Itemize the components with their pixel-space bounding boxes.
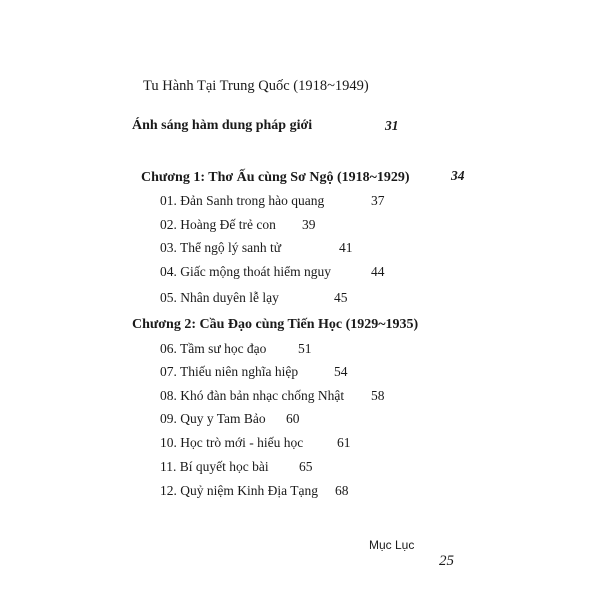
- toc-entry-label: 01. Đản Sanh trong hào quang: [160, 193, 325, 208]
- toc-entry-page: 51: [298, 341, 312, 356]
- toc-entry-label: 09. Quy y Tam Bảo: [160, 411, 266, 426]
- toc-entry-page: 39: [302, 217, 316, 232]
- toc-entry-page: 61: [337, 435, 351, 450]
- page-number: 25: [439, 553, 454, 569]
- toc-entry-page: 60: [286, 411, 300, 426]
- toc-entry-label: 10. Học trò mới - hiếu học: [160, 435, 304, 450]
- toc-entry-label: 07. Thiếu niên nghĩa hiệp: [160, 364, 299, 379]
- toc-entry-label: 11. Bí quyết học bài: [160, 459, 269, 474]
- intro-page-number: 31: [385, 118, 399, 133]
- footer-label: Mục Lục: [369, 538, 415, 552]
- chapter-1-page-number: 34: [451, 168, 465, 183]
- toc-entry-label: 02. Hoàng Đế trẻ con: [160, 217, 276, 232]
- toc-entry-page: 41: [339, 240, 353, 255]
- toc-entry-label: 06. Tầm sư học đạo: [160, 341, 267, 356]
- toc-entry-label: 05. Nhân duyên lễ lạy: [160, 290, 279, 305]
- toc-entry-label: 04. Giấc mộng thoát hiểm nguy: [160, 264, 331, 279]
- toc-entry-page: 44: [371, 264, 385, 279]
- toc-entry-page: 37: [371, 193, 385, 208]
- toc-entry-page: 68: [335, 483, 349, 498]
- chapter-1-title: Chương 1: Thơ Ấu cùng Sơ Ngộ (1918~1929): [141, 170, 410, 185]
- toc-entry-page: 54: [334, 364, 348, 379]
- intro-title: Ánh sáng hàm dung pháp giới: [132, 118, 313, 133]
- toc-entry-label: 12. Quỷ niệm Kinh Địa Tạng: [160, 483, 318, 498]
- chapter-2-title: Chương 2: Cầu Đạo cùng Tiến Học (1929~1935): [132, 317, 419, 332]
- toc-entry-label: 08. Khó đàn bản nhạc chống Nhật: [160, 388, 345, 403]
- toc-entry-page: 45: [334, 290, 348, 305]
- section-heading: Tu Hành Tại Trung Quốc (1918~1949): [143, 78, 369, 94]
- toc-entry-page: 58: [371, 388, 385, 403]
- toc-entry-page: 65: [299, 459, 313, 474]
- toc-entry-label: 03. Thể ngộ lý sanh tử: [160, 240, 282, 255]
